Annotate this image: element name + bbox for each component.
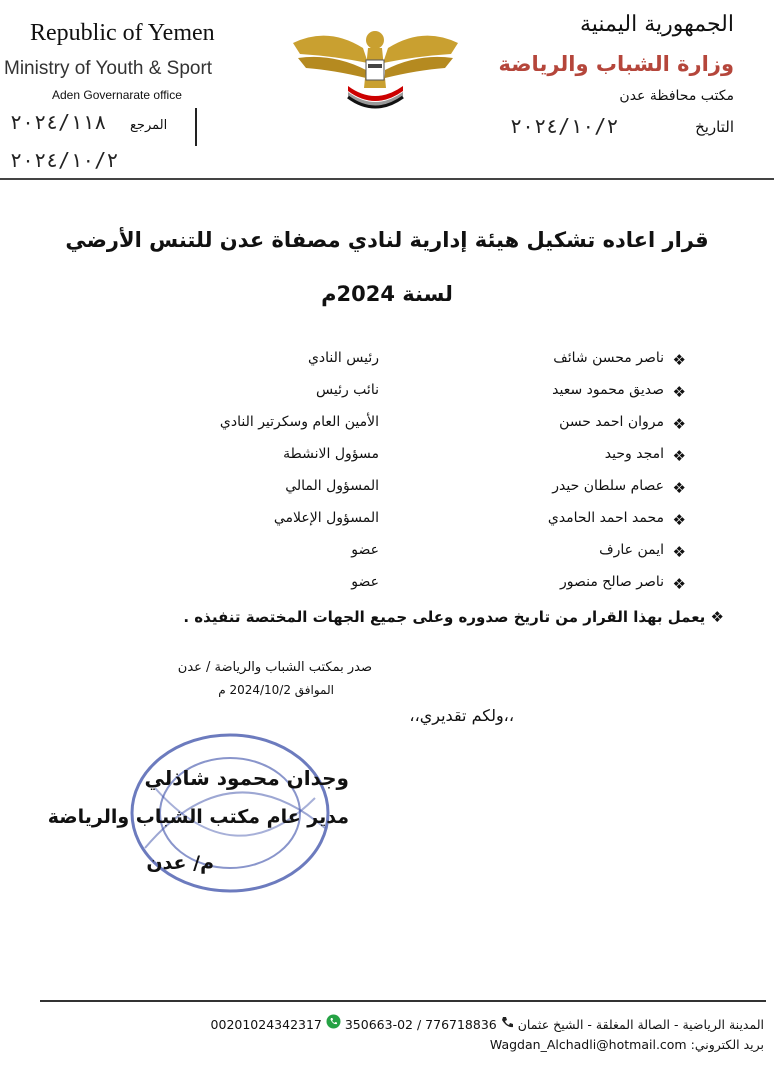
diamond-bullet-icon: ❖ [672,575,686,593]
member-name: عصام سلطان حيدر [552,478,664,494]
decision-title: قرار اعاده تشكيل هيئة إدارية لنادي مصفاة عدن للتنس الأرضي [65,228,709,252]
header-ministry-ar: وزارة الشباب والرياضة [498,52,734,76]
footer-email[interactable]: Wagdan_Alchadli@hotmail.com [489,1037,687,1052]
header-country-en: Republic of Yemen [30,20,215,46]
list-item [0,508,774,538]
list-item [0,412,774,442]
diamond-bullet-icon: ❖ [672,479,686,497]
footer-rule [40,1000,766,1002]
list-item [0,348,774,378]
ref-label: المرجع [130,118,168,133]
member-name: مروان احمد حسن [559,414,664,430]
diamond-bullet-icon: ❖ [705,608,724,626]
date-value: ٢٠٢٤/١٠/٢ [510,114,619,138]
phone-icon [501,1016,514,1029]
diamond-bullet-icon: ❖ [672,543,686,561]
footer-whatsapp: 00201024342317 [210,1017,322,1032]
member-role: عضو [351,542,379,558]
member-role: رئيس النادي [307,350,379,366]
header-office-ar: مكتب محافظة عدن [619,88,734,104]
member-name: ناصر صالح منصور [560,574,664,590]
header-ministry-en: Ministry of Youth & Sport [4,58,213,79]
ref-divider [195,108,197,146]
date-label: التاريخ [695,118,734,136]
member-name: صديق محمود سعيد [552,382,664,398]
member-name: ايمن عارف [599,542,664,558]
footer-address: المدينة الرياضية - الصالة المغلقة - الشيخ عثمان [517,1017,764,1032]
ref-date: ٢٠٢٤/١٠/٢ [10,148,119,172]
diamond-bullet-icon: ❖ [672,351,686,369]
member-name: محمد احمد الحامدي [547,510,664,526]
list-item [0,380,774,410]
header-country-ar: الجمهورية اليمنية [579,12,734,37]
diamond-bullet-icon: ❖ [672,415,686,433]
issued-date: الموافق 2024/10/2 م [218,683,334,697]
diamond-bullet-icon: ❖ [672,447,686,465]
footer-email-line [490,1037,764,1052]
closing-regards: ،،ولكم تقديري،، [409,706,514,725]
footer-contact-line [211,1014,764,1032]
header-rule [0,178,774,180]
decision-title-year: لسنة 2024م [321,282,453,306]
signatory-name: وجدان محمود شاذلي [144,766,349,790]
list-item [0,540,774,570]
whatsapp-icon [326,1014,341,1029]
list-item [0,444,774,474]
signatory-city: م/ عدن [146,852,214,874]
header-office-en: Aden Governarate office [52,88,182,102]
member-name: ناصر محسن شائف [553,350,664,366]
decision-note: ❖ يعمل بهذا القرار من تاريخ صدوره وعلى جميع الجهات المختصة تنفيذه . [183,608,724,626]
ref-number: ٢٠٢٤/١١٨ [10,110,107,134]
diamond-bullet-icon: ❖ [672,511,686,529]
member-role: المسؤول المالي [285,478,379,494]
issued-place: صدر بمكتب الشباب والرياضة / عدن [177,660,372,675]
diamond-bullet-icon: ❖ [672,383,686,401]
member-role: مسؤول الانشطة [283,446,379,462]
member-role: نائب رئيس [316,382,379,398]
yemen-eagle-emblem [288,18,463,113]
footer-phones: 776718836 / 02-350663 [344,1017,497,1032]
member-name: امجد وحيد [604,446,664,462]
footer-email-label: بريد الكتروني: [690,1037,764,1052]
list-item [0,476,774,506]
list-item [0,572,774,602]
signatory-title: مدير عام مكتب الشباب والرياضة [47,806,349,828]
member-role: عضو [351,574,379,590]
member-role: المسؤول الإعلامي [273,510,379,526]
member-role: الأمين العام وسكرتير النادي [219,414,379,430]
